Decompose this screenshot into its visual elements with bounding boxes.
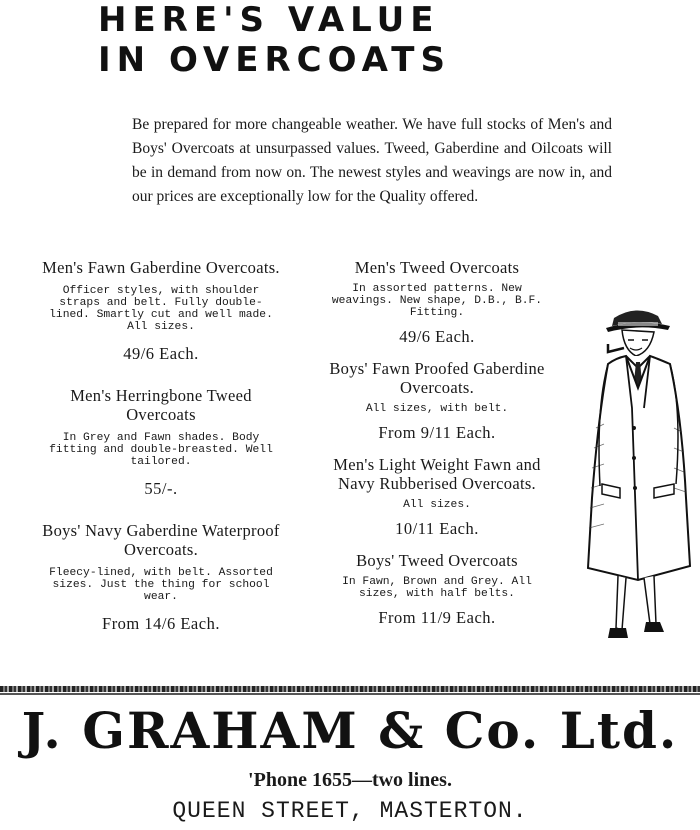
product-price: From 14/6 Each.	[102, 614, 220, 633]
headline-line-1: HERE'S VALUE	[98, 0, 440, 40]
address-line: QUEEN STREET, MASTERTON.	[172, 798, 528, 824]
product-title: Men's Herringbone Tweed Overcoats	[70, 386, 252, 424]
product-description: In Grey and Fawn shades. Body fitting and double-breasted. Well tailored.	[49, 432, 273, 468]
product-title: Boys' Fawn Proofed Gaberdine Overcoats.	[329, 359, 545, 397]
product-title: Men's Light Weight Fawn and Navy Rubberised Overcoats.	[333, 455, 541, 493]
product-description: In assorted patterns. New weavings. New shape, D.B., B.F. Fitting.	[331, 283, 543, 319]
left-column	[40, 258, 282, 656]
intro-paragraph: Be prepared for more changeable weather. We have full stocks of Men's and Boys' Overcoats at unsurpassed values. Tweed, Gaberdine and Oilcoats will be in demand from now on. The newest styles and weavings are now in, and our prices are exceptionally low for the Quality offered.	[132, 116, 612, 205]
product-description: All sizes.	[403, 499, 471, 511]
product-price: From 11/9 Each.	[378, 608, 496, 627]
product-item	[322, 551, 552, 628]
product-item	[40, 258, 282, 364]
product-price: 55/-.	[144, 479, 178, 498]
footer-divider-rule	[0, 693, 700, 695]
product-description: In Fawn, Brown and Grey. All sizes, with half belts.	[342, 576, 532, 600]
product-title: Boys' Navy Gaberdine Waterproof Overcoats.	[42, 521, 280, 559]
phone-line: 'Phone 1655—two lines.	[248, 769, 452, 791]
product-price: From 9/11 Each.	[378, 423, 496, 442]
firm-name: J. GRAHAM & Co. Ltd.	[21, 701, 679, 760]
product-item	[40, 521, 282, 634]
product-item	[322, 455, 552, 539]
product-item	[322, 359, 552, 443]
headline	[98, 0, 451, 80]
product-description: Officer styles, with shoulder straps and belt. Fully double-lined. Smartly cut and well made. All sizes.	[49, 285, 273, 333]
product-title: Men's Tweed Overcoats	[354, 258, 520, 277]
product-description: All sizes, with belt.	[365, 403, 509, 415]
product-price: 10/11 Each.	[395, 519, 479, 538]
product-price: 49/6 Each.	[123, 344, 199, 363]
product-item	[40, 386, 282, 499]
product-title: Boys' Tweed Overcoats	[356, 551, 518, 570]
product-title: Men's Fawn Gaberdine Overcoats.	[42, 258, 280, 277]
product-price: 49/6 Each.	[399, 327, 475, 346]
man-in-overcoat-illustration	[578, 298, 700, 668]
footer-divider	[0, 686, 700, 692]
headline-line-2: IN OVERCOATS	[98, 40, 451, 80]
product-item	[322, 258, 552, 347]
product-description: Fleecy-lined, with belt. Assorted sizes. Just the thing for school wear.	[49, 567, 273, 603]
middle-column	[322, 258, 552, 640]
